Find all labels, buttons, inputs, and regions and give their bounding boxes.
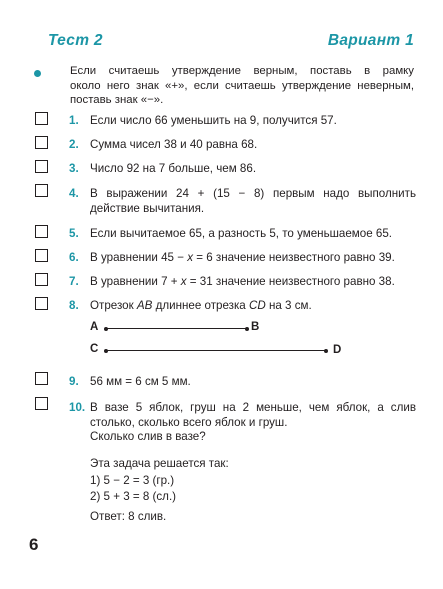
item-7-pre: В уравнении 7 + — [90, 275, 181, 288]
answer-box-7[interactable] — [35, 273, 48, 286]
segment-ab — [105, 328, 247, 329]
item-number-7: 7. — [69, 275, 79, 288]
item-number-3: 3. — [69, 162, 79, 175]
test-title: Тест 2 — [48, 32, 103, 49]
point-d — [324, 349, 328, 353]
answer-box-8[interactable] — [35, 297, 48, 310]
answer-box-6[interactable] — [35, 249, 48, 262]
point-c-label: C — [90, 343, 99, 355]
item-number-2: 2. — [69, 138, 79, 151]
variant-title: Вариант 1 — [327, 32, 414, 49]
item-6-pre: В уравнении 45 − — [90, 251, 188, 264]
point-b-label: B — [251, 321, 260, 333]
item-number-6: 6. — [69, 251, 79, 264]
item-8-mid: длиннее отрезка — [152, 299, 249, 312]
item-4-line-1: В выражении 24 + (15 − 8) первым надо выполнить — [90, 187, 416, 200]
instruction — [70, 64, 414, 108]
point-d-label: D — [333, 344, 342, 356]
item-number-5: 5. — [69, 227, 79, 240]
answer-box-10[interactable] — [35, 397, 48, 410]
item-6-post: = 6 значение неизвестного равно 39. — [193, 251, 395, 264]
item-6-variable: x — [187, 251, 194, 264]
answer-box-1[interactable] — [35, 112, 48, 125]
instruction-line-2: около него знак «+», если считаешь утверждение неверным, — [70, 79, 414, 92]
item-8-segment-ab: AB — [136, 299, 153, 312]
item-10-line-3: Сколько слив в вазе? — [90, 430, 206, 443]
answer-box-5[interactable] — [35, 225, 48, 238]
solution-intro: Эта задача решается так: — [90, 457, 229, 470]
item-8-post: на 3 см. — [265, 299, 312, 312]
item-number-9: 9. — [69, 375, 79, 388]
instruction-line-1: Если считаешь утверждение верным, поставь в рамку — [70, 65, 414, 77]
answer-box-4[interactable] — [35, 184, 48, 197]
point-a-label: A — [90, 321, 99, 333]
solution-answer: Ответ: 8 слив. — [90, 510, 167, 523]
item-text-8 — [90, 299, 312, 314]
item-8-segment-cd: CD — [248, 299, 266, 312]
segment-cd — [105, 350, 326, 351]
item-number-8: 8. — [69, 299, 79, 312]
page-number: 6 — [29, 535, 39, 554]
item-text-1: Если число 66 уменьшить на 9, получится 57. — [90, 114, 337, 127]
answer-box-3[interactable] — [35, 160, 48, 173]
answer-box-9[interactable] — [35, 372, 48, 385]
item-4-line-2: действие вычитания. — [90, 201, 205, 215]
item-7-variable: x — [180, 275, 187, 288]
item-number-1: 1. — [69, 114, 79, 127]
item-text-2: Сумма чисел 38 и 40 равна 68. — [90, 138, 258, 151]
item-text-9: 56 мм = 6 см 5 мм. — [90, 375, 191, 388]
item-text-5: Если вычитаемое 65, а разность 5, то уменьшаемое 65. — [90, 227, 393, 240]
item-number-4: 4. — [69, 187, 79, 200]
point-b — [245, 327, 249, 331]
item-number-10: 10. — [69, 401, 86, 414]
item-10-line-1: В вазе 5 яблок, груш на 2 меньше, чем яблок, а слив — [90, 401, 416, 414]
item-text-3: Число 92 на 7 больше, чем 86. — [90, 162, 257, 175]
solution-step-1: 1) 5 − 2 = 3 (гр.) — [90, 474, 175, 487]
solution-step-2: 2) 5 + 3 = 8 (сл.) — [90, 490, 177, 503]
item-8-pre: Отрезок — [90, 299, 137, 312]
item-text-10 — [90, 401, 416, 445]
item-10-line-2: столько, сколько всего яблок и груш. — [90, 415, 288, 429]
item-7-post: = 31 значение неизвестного равно 38. — [186, 275, 395, 288]
item-text-6 — [90, 251, 395, 266]
instruction-line-3: поставь знак «−». — [70, 94, 164, 106]
item-text-4 — [90, 187, 416, 216]
bullet-dot-icon — [34, 70, 41, 77]
item-text-7 — [90, 275, 395, 290]
answer-box-2[interactable] — [35, 136, 48, 149]
